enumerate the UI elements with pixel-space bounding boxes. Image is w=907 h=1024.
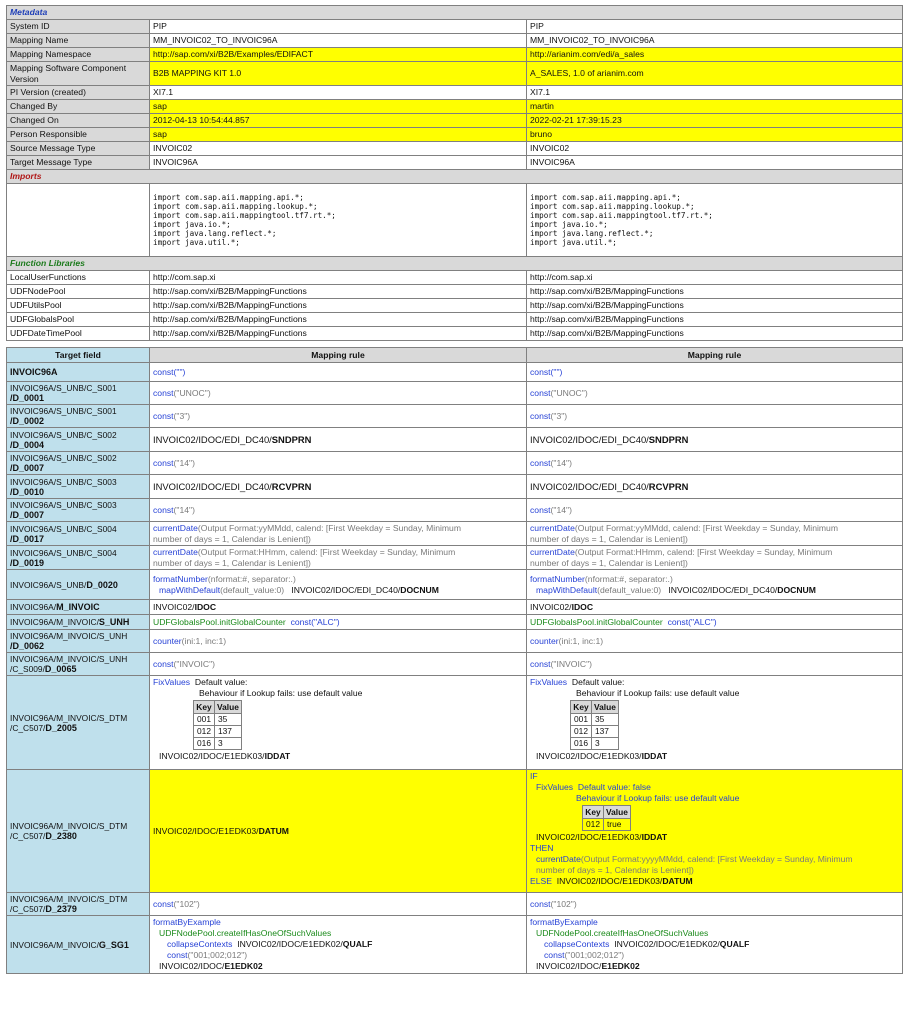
meta-label: Mapping Name — [7, 34, 150, 48]
imports-label-cell — [7, 184, 150, 257]
rule-left: INVOIC02/IDOC/EDI_DC40/SNDPRN — [150, 428, 527, 452]
meta-left-value: sap — [150, 128, 527, 142]
rule-left: formatByExample UDFNodePool.createIfHasOneOfSuchValues collapseContexts INVOIC02/IDOC/E1EDK02/QUALF const("001;002;012") INVOIC02/IDOC/E1EDK02 — [150, 916, 527, 974]
rule-right: const("14") — [527, 452, 903, 475]
target-field: INVOIC96A/M_INVOIC/S_DTM /C_C507/D_2379 — [7, 893, 150, 916]
meta-right-value: INVOIC96A — [527, 156, 903, 170]
rule-left: FixValues Default value: Behaviour if Lookup fails: use default value Key Value 001 35 012 137 016 3 INVOIC02/IDOC/E1EDK03/IDDAT — [150, 676, 527, 770]
rule-right: const("INVOIC") — [527, 653, 903, 676]
rule-left: UDFGlobalsPool.initGlobalCounter const("ALC") — [150, 615, 527, 630]
lib-label: UDFDateTimePool — [7, 327, 150, 341]
imports-right: import com.sap.aii.mapping.api.*; import com.sap.aii.mapping.lookup.*; import com.sap.aii.mappingtool.tf7.rt.*; import java.io.*; import java.lang.reflect.*; import java.util.*; — [527, 184, 903, 257]
lib-right: http://com.sap.xi — [527, 271, 903, 285]
rule-left: const("14") — [150, 452, 527, 475]
target-field: INVOIC96A/S_UNB/C_S001 /D_0001 — [7, 382, 150, 405]
meta-left-value: INVOIC96A — [150, 156, 527, 170]
rule-right: INVOIC02/IDOC/EDI_DC40/RCVPRN — [527, 475, 903, 499]
lib-label: UDFGlobalsPool — [7, 313, 150, 327]
meta-label: Changed By — [7, 100, 150, 114]
rule-right: formatByExample UDFNodePool.createIfHasOneOfSuchValues collapseContexts INVOIC02/IDOC/E1EDK02/QUALF const("001;002;012") INVOIC02/IDOC/E1EDK02 — [527, 916, 903, 974]
metadata-table — [6, 5, 903, 341]
rule-left: const("102") — [150, 893, 527, 916]
meta-right-value: MM_INVOIC02_TO_INVOIC96A — [527, 34, 903, 48]
rule-right: const("") — [527, 363, 903, 382]
rule-left: formatNumber(nformat:#, separator:.) mapWithDefault(default_value:0) INVOIC02/IDOC/EDI_DC40/DOCNUM — [150, 570, 527, 600]
rule-right: currentDate(Output Format:yyMMdd, calend: [First Weekday = Sunday, Minimum number of days = 1, Calendar is Lenient]) — [527, 522, 903, 546]
fixvalues-table: Key Value 001 35 012 137 016 3 — [570, 700, 619, 750]
rule-right: const("102") — [527, 893, 903, 916]
rule-left: const("14") — [150, 499, 527, 522]
target-field: INVOIC96A/M_INVOIC/S_UNH — [7, 615, 150, 630]
meta-right-value: http://arianim.com/edi/a_sales — [527, 48, 903, 62]
target-field: INVOIC96A/S_UNB/C_S004 /D_0017 — [7, 522, 150, 546]
meta-right-value: 2022-02-21 17:39:15.23 — [527, 114, 903, 128]
rule-left: const("INVOIC") — [150, 653, 527, 676]
lib-right: http://sap.com/xi/B2B/MappingFunctions — [527, 313, 903, 327]
fixvalues-table: Key Value 001 35 012 137 016 3 — [193, 700, 242, 750]
rule-right: const("3") — [527, 405, 903, 428]
rule-right: currentDate(Output Format:HHmm, calend: [First Weekday = Sunday, Minimum number of days = 1, Calendar is Lenient]) — [527, 546, 903, 570]
lib-right: http://sap.com/xi/B2B/MappingFunctions — [527, 327, 903, 341]
target-field: INVOIC96A/S_UNB/C_S003 /D_0010 — [7, 475, 150, 499]
target-field: INVOIC96A/S_UNB/C_S001 /D_0002 — [7, 405, 150, 428]
meta-right-value: bruno — [527, 128, 903, 142]
target-field: INVOIC96A/M_INVOIC/S_DTM /C_C507/D_2005 — [7, 676, 150, 770]
meta-right-value: PIP — [527, 20, 903, 34]
meta-label: Person Responsible — [7, 128, 150, 142]
section-function-libraries: Function Libraries — [7, 257, 903, 271]
lib-left: http://sap.com/xi/B2B/MappingFunctions — [150, 327, 527, 341]
meta-left-value: XI7.1 — [150, 86, 527, 100]
rule-right: INVOIC02/IDOC — [527, 600, 903, 615]
lib-left: http://sap.com/xi/B2B/MappingFunctions — [150, 299, 527, 313]
meta-right-value: INVOIC02 — [527, 142, 903, 156]
rule-left: const("3") — [150, 405, 527, 428]
rule-right: formatNumber(nformat:#, separator:.) mapWithDefault(default_value:0) INVOIC02/IDOC/EDI_DC40/DOCNUM — [527, 570, 903, 600]
lib-right: http://sap.com/xi/B2B/MappingFunctions — [527, 285, 903, 299]
meta-left-value: http://sap.com/xi/B2B/Examples/EDIFACT — [150, 48, 527, 62]
target-field: INVOIC96A/S_UNB/C_S004 /D_0019 — [7, 546, 150, 570]
rule-left: counter(ini:1, inc:1) — [150, 630, 527, 653]
lib-label: LocalUserFunctions — [7, 271, 150, 285]
rule-right: UDFGlobalsPool.initGlobalCounter const("ALC") — [527, 615, 903, 630]
rule-right: counter(ini:1, inc:1) — [527, 630, 903, 653]
meta-left-value: INVOIC02 — [150, 142, 527, 156]
meta-label: Source Message Type — [7, 142, 150, 156]
meta-right-value: A_SALES, 1.0 of arianim.com — [527, 62, 903, 86]
mapping-comparison-document — [6, 5, 902, 974]
target-field: INVOIC96A — [7, 363, 150, 382]
rule-right: FixValues Default value: Behaviour if Lookup fails: use default value Key Value 001 35 012 137 016 3 INVOIC02/IDOC/E1EDK03/IDDAT — [527, 676, 903, 770]
fixvalues-table: Key Value 012 true — [582, 805, 631, 831]
meta-left-value: 2012-04-13 10:54:44.857 — [150, 114, 527, 128]
rule-right: const("UNOC") — [527, 382, 903, 405]
lib-label: UDFUtilsPool — [7, 299, 150, 313]
rule-left: INVOIC02/IDOC — [150, 600, 527, 615]
meta-left-value: MM_INVOIC02_TO_INVOIC96A — [150, 34, 527, 48]
meta-label: System ID — [7, 20, 150, 34]
lib-left: http://sap.com/xi/B2B/MappingFunctions — [150, 313, 527, 327]
rule-right: INVOIC02/IDOC/EDI_DC40/SNDPRN — [527, 428, 903, 452]
lib-right: http://sap.com/xi/B2B/MappingFunctions — [527, 299, 903, 313]
target-field: INVOIC96A/M_INVOIC/S_DTM /C_C507/D_2380 — [7, 770, 150, 893]
target-field: INVOIC96A/M_INVOIC/S_UNH /D_0062 — [7, 630, 150, 653]
section-imports: Imports — [7, 170, 903, 184]
header-target-field: Target field — [7, 348, 150, 363]
lib-left: http://com.sap.xi — [150, 271, 527, 285]
header-mapping-rule-left: Mapping rule — [150, 348, 527, 363]
target-field: INVOIC96A/S_UNB/C_S002 /D_0007 — [7, 452, 150, 475]
meta-right-value: martin — [527, 100, 903, 114]
target-field: INVOIC96A/M_INVOIC/G_SG1 — [7, 916, 150, 974]
target-field: INVOIC96A/S_UNB/C_S003 /D_0007 — [7, 499, 150, 522]
rule-right: IF FixValues Default value: false Behaviour if Lookup fails: use default value Key Value 012 true INVOIC02/IDOC/E1EDK03/IDDAT THEN currentDate(Output Format:yyyyMMdd, calend: [First Weekday = Sunday, Minimum number of days = 1, Calendar is Lenient]) ELSE INVOIC02/IDOC/E1EDK03/DATUM — [527, 770, 903, 893]
meta-label: Changed On — [7, 114, 150, 128]
meta-left-value: B2B MAPPING KIT 1.0 — [150, 62, 527, 86]
rule-right: const("14") — [527, 499, 903, 522]
lib-label: UDFNodePool — [7, 285, 150, 299]
lib-left: http://sap.com/xi/B2B/MappingFunctions — [150, 285, 527, 299]
header-mapping-rule-right: Mapping rule — [527, 348, 903, 363]
target-field: INVOIC96A/S_UNB/D_0020 — [7, 570, 150, 600]
section-metadata: Metadata — [7, 6, 903, 20]
rule-left: currentDate(Output Format:yyMMdd, calend: [First Weekday = Sunday, Minimum number of days = 1, Calendar is Lenient]) — [150, 522, 527, 546]
rule-left: INVOIC02/IDOC/EDI_DC40/RCVPRN — [150, 475, 527, 499]
target-field: INVOIC96A/S_UNB/C_S002 /D_0004 — [7, 428, 150, 452]
meta-label: Mapping Software Component Version — [7, 62, 150, 86]
meta-left-value: sap — [150, 100, 527, 114]
meta-label: Target Message Type — [7, 156, 150, 170]
target-field: INVOIC96A/M_INVOIC/S_UNH /C_S009/D_0065 — [7, 653, 150, 676]
target-field: INVOIC96A/M_INVOIC — [7, 600, 150, 615]
imports-left: import com.sap.aii.mapping.api.*; import com.sap.aii.mapping.lookup.*; import com.sap.aii.mappingtool.tf7.rt.*; import java.io.*; import java.lang.reflect.*; import java.util.*; — [150, 184, 527, 257]
meta-label: Mapping Namespace — [7, 48, 150, 62]
meta-right-value: XI7.1 — [527, 86, 903, 100]
rule-left: const("UNOC") — [150, 382, 527, 405]
mapping-table — [6, 347, 903, 974]
meta-left-value: PIP — [150, 20, 527, 34]
meta-label: PI Version (created) — [7, 86, 150, 100]
rule-left: const("") — [150, 363, 527, 382]
rule-left: currentDate(Output Format:HHmm, calend: [First Weekday = Sunday, Minimum number of days = 1, Calendar is Lenient]) — [150, 546, 527, 570]
rule-left: INVOIC02/IDOC/E1EDK03/DATUM — [150, 770, 527, 893]
